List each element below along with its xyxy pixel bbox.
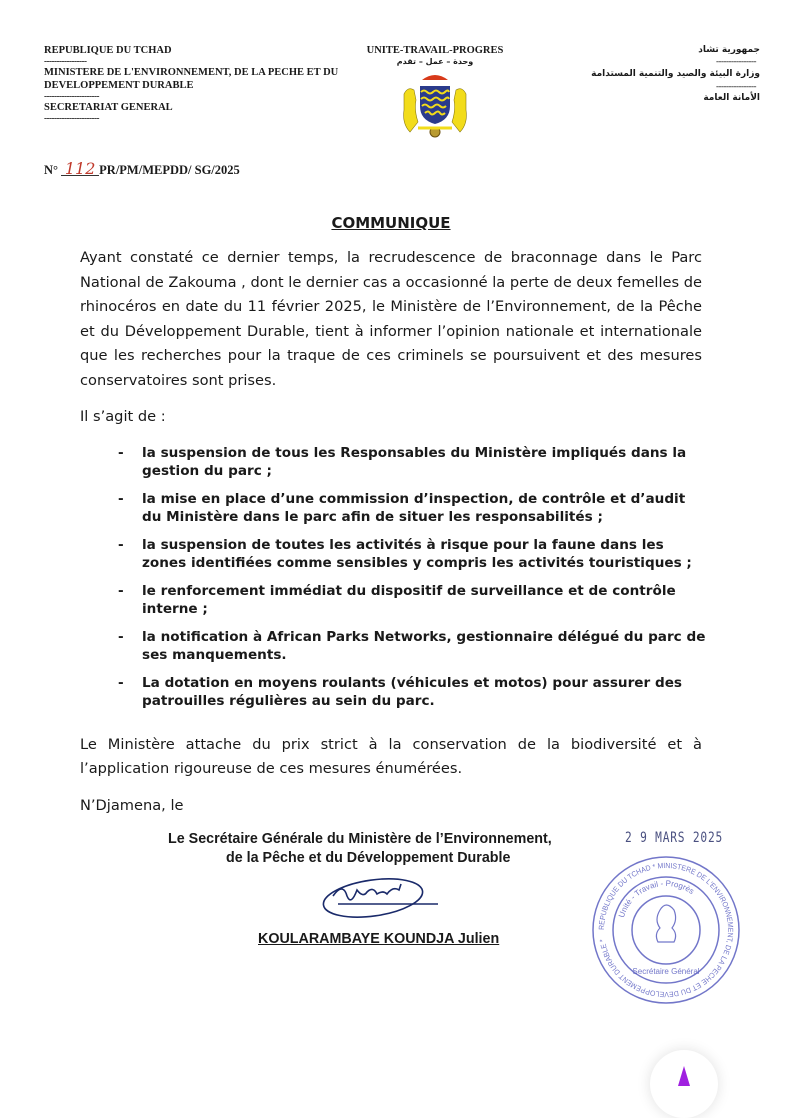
header-right — [530, 44, 760, 105]
ministry-name: MINISTERE DE L'ENVIRONNEMENT, DE LA PECHE ET DU DEVELOPPEMENT DURABLE — [44, 67, 339, 91]
signature-icon — [318, 874, 448, 924]
handwritten-number: 112 — [61, 163, 99, 176]
signatory-title-line2: de la Pêche et du Développement Durable — [226, 850, 511, 866]
divider: ----------------- — [44, 56, 87, 66]
official-seal-icon — [590, 854, 742, 1006]
country-name-arabic: جمهورية تشاد — [698, 45, 760, 55]
list-item — [118, 582, 708, 619]
list-item-text: la mise en place d’une commission d’inspection, de contrôle et d’audit du Ministère dans le parc afin de situer les responsabilités ; — [142, 490, 686, 525]
list-intro: Il s’agit de : — [80, 408, 166, 425]
national-motto-arabic: وحدة – عمل – تقدم — [396, 57, 474, 66]
list-item — [118, 674, 708, 711]
list-item-text: la notification à African Parks Networks, gestionnaire délégué du parc de ses manquements. — [142, 628, 706, 663]
bullet: - — [118, 628, 124, 645]
place-date: N’Djamena, le — [80, 796, 184, 814]
secretariat-name-arabic: الأمانة العامة — [703, 93, 760, 103]
reference-code: PR/PM/MEPDD/ SG/2025 — [99, 163, 240, 177]
list-item — [118, 490, 708, 527]
list-item-text: la suspension de tous les Responsables du Ministère impliqués dans la gestion du parc ; — [142, 444, 687, 479]
bullet: - — [118, 444, 124, 461]
signatory-title-line1: Le Secrétaire Générale du Ministère de l’Environnement, — [168, 831, 552, 847]
list-item-text: La dotation en moyens roulants (véhicules et motos) pour assurer des patrouilles régulières au sein du parc. — [142, 674, 682, 709]
date-stamp: 2 9 MARS 2025 — [625, 830, 724, 846]
list-item — [118, 628, 708, 665]
bullet: - — [118, 536, 124, 553]
bullet: - — [118, 674, 124, 691]
reference-prefix: N° — [44, 163, 59, 177]
header-left — [44, 44, 364, 123]
app-logo-icon — [678, 1066, 690, 1086]
closing-paragraph: Le Ministère attache du prix strict à la conservation de la biodiversité et à l’application rigoureuse de ces mesures énumérées. — [80, 735, 702, 777]
reference-number — [44, 159, 240, 178]
ministry-name-arabic: وزارة البيئة والصيد والتنمية المستدامة — [591, 69, 760, 79]
list-item — [118, 536, 708, 573]
seal-outer-text: REPUBLIQUE DU TCHAD * MINISTERE DE L'ENVIRONNEMENT, DE LA PECHE ET DU DEVELOPPEMENT DURABLE * — [596, 860, 736, 1000]
measures-list — [80, 444, 706, 711]
coat-of-arms-icon — [400, 72, 470, 142]
divider: ---------------------- — [44, 113, 99, 123]
list-item — [118, 444, 708, 481]
document-title: COMMUNIQUE — [331, 214, 451, 232]
signatory-title — [168, 830, 552, 868]
country-name: REPUBLIQUE DU TCHAD — [44, 45, 172, 56]
divider: ---------------------- — [44, 91, 99, 101]
list-item-text: le renforcement immédiat du dispositif de surveillance et de contrôle interne ; — [142, 582, 676, 617]
seal-inner-text: Unité - Travail - Progrès — [616, 878, 696, 919]
bullet: - — [118, 490, 124, 507]
header-center — [355, 44, 515, 146]
signature-block — [80, 826, 736, 1011]
divider: ---------------- — [716, 56, 756, 66]
list-item-text: la suspension de toutes les activités à risque pour la faune dans les zones identifiées comme sensibles y compris les activités touristiques ; — [142, 536, 692, 571]
signatory-name: KOULARAMBAYE KOUNDJA Julien — [258, 931, 500, 947]
secretariat-name: SECRETARIAT GENERAL — [44, 102, 173, 113]
national-motto: UNITE-TRAVAIL-PROGRES — [366, 45, 504, 56]
intro-paragraph: Ayant constaté ce dernier temps, la recrudescence de braconnage dans le Parc National de Zakouma , dont le dernier cas a occasionné la perte de deux femelles de rhinocéros en date du 11 février 2025, le Ministère de l’Environnement, de la Pêche et du Développement Durable, tient à informer l’opinion nationale et internationale que les recherches pour la traque de ces criminels se poursuivent et des mesures conservatoires sont prises. — [80, 249, 703, 389]
divider: ---------------- — [716, 81, 756, 91]
svg-text:Unité - Travail - Progrès — [617, 879, 696, 919]
bullet: - — [118, 582, 124, 599]
seal-center-text: Secrétaire Général — [632, 967, 700, 976]
document-body — [80, 213, 736, 1011]
floating-action-button[interactable] — [650, 1050, 718, 1118]
